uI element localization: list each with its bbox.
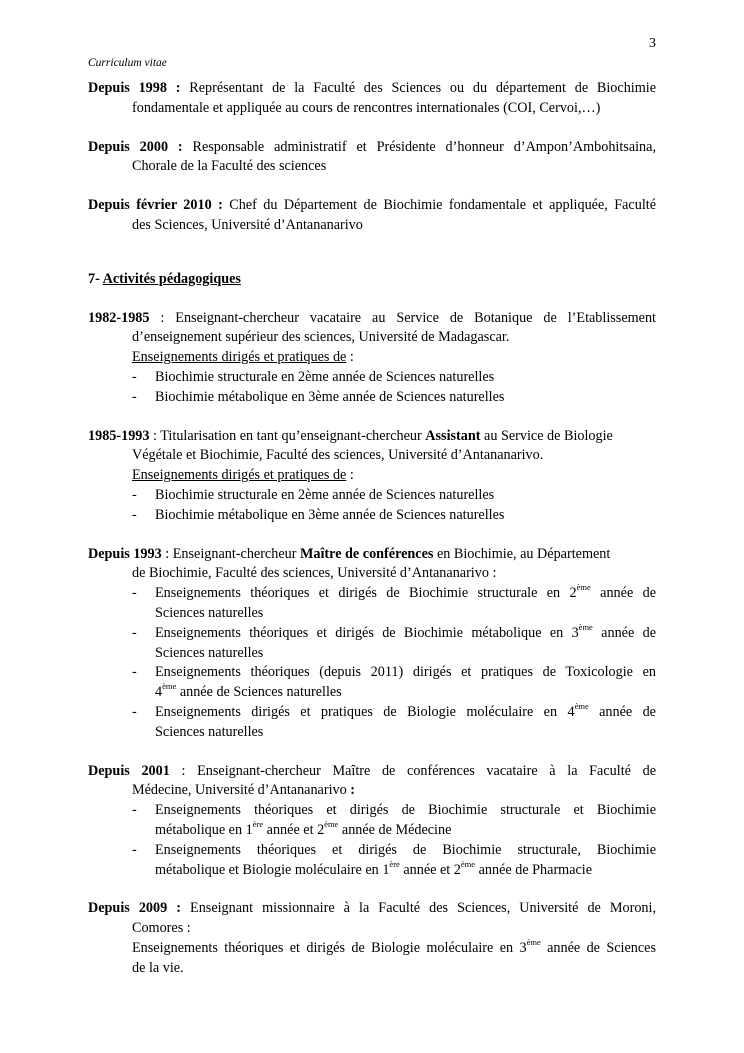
entry-continuation: Végétale et Biochimie, Faculté des sciences, Université d’Antananarivo.: [132, 447, 544, 464]
entry-label: 1982-1985: [88, 309, 150, 326]
entry-continuation: fondamentale et appliquée au cours de rencontres internationales (COI, Cervoi,…): [132, 99, 601, 116]
entry-continuation: Médecine, Université d’Antananarivo :: [132, 782, 355, 799]
teaching-entry-2009: Depuis 2009 : Enseignant missionnaire à la Faculté des Sciences, Université de Moroni, Comores : Enseignements théoriques et dirigés de Biologie moléculaire en 3ème année de Sciences de la vie.: [88, 899, 656, 978]
list-item: - Biochimie métabolique en 3ème année de Sciences naturelles: [132, 506, 505, 523]
entry-continuation: de la vie.: [132, 959, 184, 976]
sub-heading: Enseignements dirigés et pratiques de :: [132, 467, 354, 484]
list-item: - Enseignements théoriques et dirigés de Biochimie structurale en 2ème année de Sciences naturelles: [132, 582, 656, 621]
page-number: 3: [649, 36, 656, 51]
list-item: - Enseignements dirigés et pratiques de Biologie moléculaire en 4ème année de Sciences naturelles: [132, 701, 656, 740]
sub-heading: Enseignements dirigés et pratiques de :: [132, 349, 354, 366]
teaching-entry-1993: Depuis 1993 : Enseignant-chercheur Maître de conférences en Biochimie, au Département de Biochimie, Faculté des sciences, Université d’Antananarivo : - Enseignements théoriques et dirigés de Biochimie structurale en 2ème année de Sciences naturelles - Enseignements théoriques et dirigés de Biochimie métabolique en 3ème année de Sciences naturelles - Enseignements théoriques (depuis 2011) dirigés et pratiques de Toxicologie en 4ème année de Sciences naturelles - Enseignements dirigés et pratiques de Biologie moléculaire en 4ème année de Sciences naturelles: [88, 545, 656, 743]
entry-continuation: Enseignements théoriques et dirigés de Biologie moléculaire en 3ème année de Sciences: [132, 937, 656, 956]
entry-continuation: de Biochimie, Faculté des sciences, Université d’Antananarivo :: [132, 565, 497, 582]
list-item: - Enseignements théoriques et dirigés de Biochimie structurale, Biochimie métabolique et Biologie moléculaire en 1ère année et 2ème année de Pharmacie: [132, 841, 656, 878]
section-number: 7-: [88, 270, 100, 287]
document-body: [88, 79, 656, 978]
running-header: Curriculum vitae: [88, 57, 167, 69]
teaching-entry-2001: Depuis 2001 : Enseignant-chercheur Maître de conférences vacataire à la Faculté de Médecine, Université d’Antananarivo : - Enseignements théoriques et dirigés de Biochimie structurale et Biochimie métabolique en 1ère année et 2ème année de Médecine - Enseignements théoriques et dirigés de Biochimie structurale, Biochimie métabolique et Biologie moléculaire en 1ère année et 2ème année de Pharmacie: [88, 762, 656, 881]
entry-continuation: Chorale de la Faculté des sciences: [132, 158, 327, 175]
teaching-entry-1985-1993: 1985-1993 : Titularisation en tant qu’enseignant-chercheur Assistant au Service de Biologie Végétale et Biochimie, Faculté des sciences, Université d’Antananarivo. Enseignements dirigés et pratiques de : - Biochimie structurale en 2ème année de Sciences naturelles - Biochimie métabolique en 3ème année de Sciences naturelles: [88, 427, 656, 526]
course-list: [132, 801, 656, 880]
list-item: - Enseignements théoriques (depuis 2011) dirigés et pratiques de Toxicologie en 4ème année de Sciences naturelles: [132, 664, 656, 701]
list-item: - Enseignements théoriques et dirigés de Biochimie métabolique en 3ème année de Sciences naturelles: [132, 622, 656, 661]
section-title: [88, 270, 656, 290]
teaching-entry-1982-1985: [88, 309, 656, 408]
entry-continuation: d’enseignement supérieur des sciences, Université de Madagascar.: [132, 329, 510, 346]
entry-label: Depuis 1993: [88, 545, 162, 562]
list-item: - Enseignements théoriques et dirigés de Biochimie structurale et Biochimie métabolique en 1ère année et 2ème année de Médecine: [132, 802, 656, 838]
course-list: [132, 486, 656, 526]
entry-label: Depuis 2000 :: [88, 138, 183, 155]
admin-entry-2000: [88, 138, 656, 178]
entry-text: Responsable administratif et Présidente d’honneur d’Ampon’Ambohitsaina,: [192, 138, 656, 155]
list-item: - Biochimie structurale en 2ème année de Sciences naturelles: [132, 368, 495, 385]
entry-continuation: Comores :: [132, 920, 191, 937]
entry-text: : Enseignant-chercheur vacataire au Service de Botanique de l’Etablissement: [149, 309, 656, 326]
entry-text: Chef du Département de Biochimie fondamentale et appliquée, Faculté: [229, 197, 657, 214]
admin-entry-1998: [88, 79, 656, 119]
entry-label: Depuis 2009 :: [88, 900, 181, 917]
entry-text: Représentant de la Faculté des Sciences ou du département de Biochimie: [189, 80, 657, 96]
entry-label: 1985-1993: [88, 427, 150, 444]
entry-label: Depuis 2001: [88, 762, 170, 779]
entry-continuation: des Sciences, Université d’Antananarivo: [132, 216, 363, 233]
list-item: - Biochimie métabolique en 3ème année de Sciences naturelles: [132, 388, 505, 405]
entry-label: Depuis 1998 :: [88, 80, 181, 96]
list-item: - Biochimie structurale en 2ème année de Sciences naturelles: [132, 486, 495, 503]
admin-entry-2010: [88, 196, 656, 236]
section-title-text: Activités pédagogiques: [102, 270, 241, 287]
entry-label: Depuis février 2010 :: [88, 197, 223, 214]
course-list: [132, 368, 656, 408]
course-list: [132, 584, 656, 742]
